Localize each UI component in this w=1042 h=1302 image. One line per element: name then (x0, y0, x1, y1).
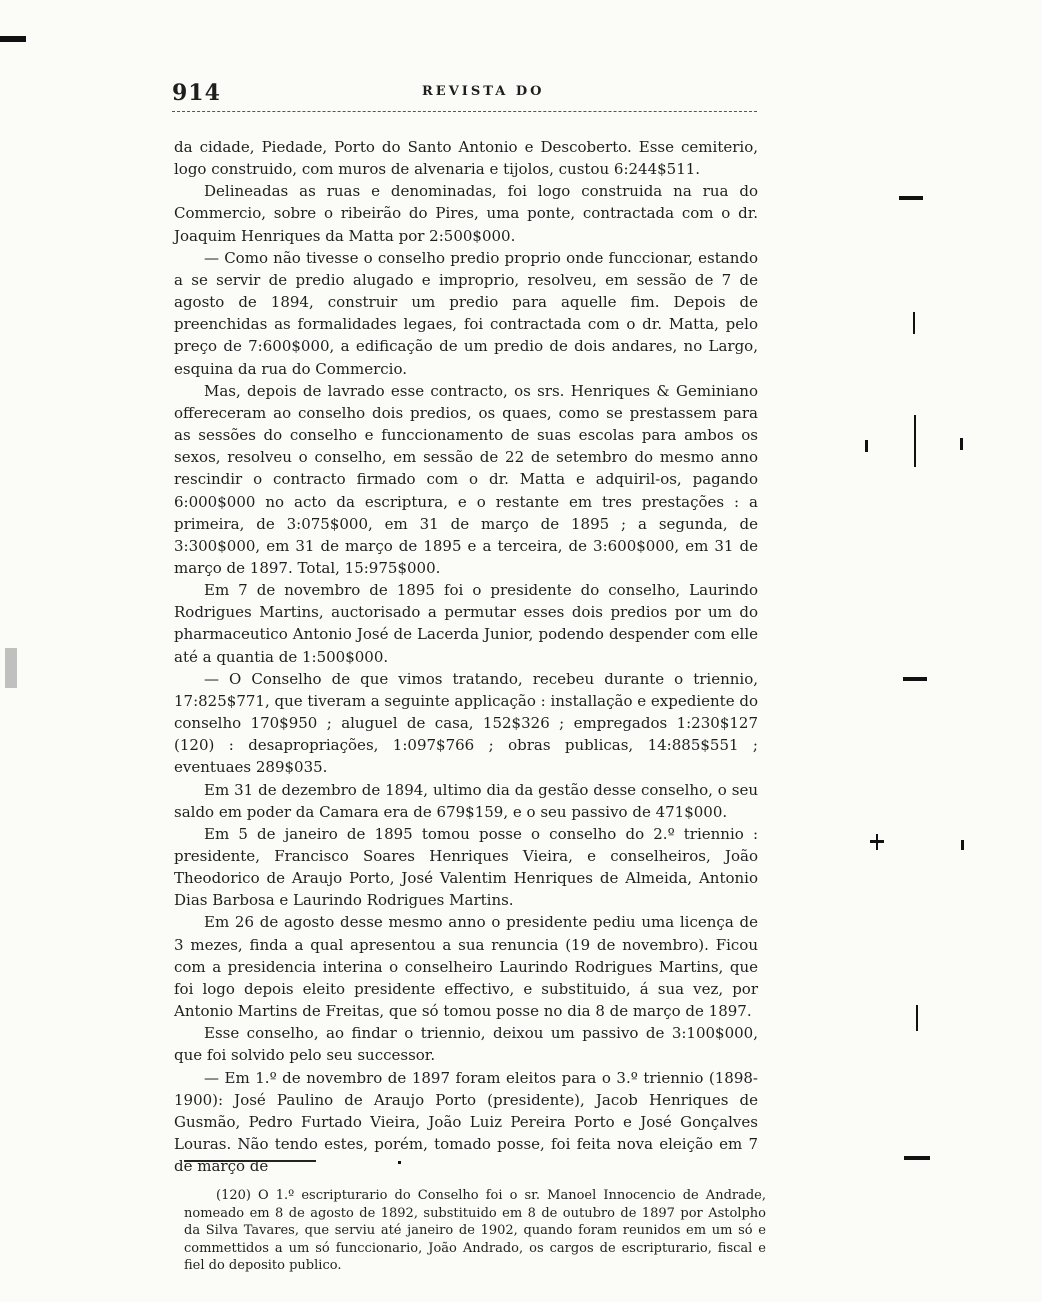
paragraph: Esse conselho, ao findar o triennio, deixou um passivo de 3:100$000, que foi solvido pelo seu successor. (174, 1024, 758, 1065)
footnote-rule (184, 1160, 316, 1162)
scan-artifact (916, 1005, 918, 1031)
paragraph: Em 7 de novembro de 1895 foi o presidente do conselho, Laurindo Rodrigues Martins, auctorisado a permutar esses dois predios por um do pharmaceutico Antonio José de Lacerda Junior, podendo despender com elle até a quantia de 1:500$000. (174, 581, 758, 666)
body-text (174, 136, 758, 1177)
paragraph: — O Conselho de que vimos tratando, recebeu durante o triennio, 17:825$771, que tiveram a seguinte applicação : installação e expediente do conselho 170$950 ; aluguel de casa, 152$326 ; empregados 1:230$127 (120) : desapropriações, 1:097$766 ; obras publicas, 14:885$551 ; eventuaes 289$035. (174, 669, 758, 777)
paragraph: da cidade, Piedade, Porto do Santo Antonio e Descoberto. Esse cemiterio, logo construido, com muros de alvenaria e tijolos, custou 6:244$511. (174, 138, 758, 179)
scan-artifact (903, 677, 927, 681)
paragraph: Delineadas as ruas e denominadas, foi logo construida na rua do Commercio, sobre o ribeirão do Pires, uma ponte, contractada com o dr. Joaquim Henriques da Matta por 2:500$000. (174, 182, 758, 245)
scan-artifact (398, 1161, 401, 1164)
paragraph: — Em 1.º de novembro de 1897 foram eleitos para o 3.º triennio (1898-1900): José Paulino de Araujo Porto (presidente), Jacob Henriques de Gusmão, Pedro Furtado Vieira, João Luiz Pereira Porto e José Gonçalves Louras. Não tendo estes, porém, tomado posse, foi feita nova eleição em 7 de março de (174, 1068, 758, 1176)
scan-artifact (876, 834, 878, 850)
running-title: REVISTA DO (422, 84, 545, 99)
scan-artifact (913, 312, 915, 334)
footnote: (120) O 1.º escripturario do Conselho foi o sr. Manoel Innocencio de Andrade, nomeado em 8 de agosto de 1892, substituido em 8 de outubro de 1897 por Astolpho da Silva Tavares, que serviu até janeiro de 1902, quando foram reunidos em um só e commettidos a um só funccionario, João Andrado, os cargos de escripturario, fiscal e fiel do deposito publico. (184, 1188, 766, 1273)
paragraph: Em 5 de janeiro de 1895 tomou posse o conselho do 2.º triennio : presidente, Francisco Soares Henriques Vieira, e conselheiros, João Theodorico de Araujo Porto, José Valentim Henriques de Almeida, Antonio Dias Barbosa e Laurindo Rodrigues Martins. (174, 824, 758, 910)
scan-artifact (899, 196, 923, 200)
header-rule (172, 111, 757, 112)
paragraph: Em 31 de dezembro de 1894, ultimo dia da gestão desse conselho, o seu saldo em poder da Camara era de 679$159, e o seu passivo de 471$000. (174, 780, 758, 821)
scan-artifact (914, 415, 916, 467)
page-number: 914 (172, 80, 221, 106)
paragraph: Em 26 de agosto desse mesmo anno o presidente pediu uma licença de 3 mezes, finda a qual apresentou a sua renuncia (19 de novembro). Ficou com a presidencia interina o conselheiro Laurindo Rodrigues Martins, que foi logo depois eleito presidente effectivo, e substituido, á sua vez, por Antonio Martins de Freitas, que só tomou posse no dia 8 de março de 1897. (174, 913, 758, 1021)
page-header (172, 80, 757, 110)
scan-artifact (961, 840, 964, 850)
scan-artifact (904, 1156, 930, 1160)
paragraph: — Como não tivesse o conselho predio proprio onde funccionar, estando a se servir de predio alugado e improprio, resolveu, em sessão de 7 de agosto de 1894, construir um predio para aquelle fim. Depois de preenchidas as formalidades legaes, foi contractada com o dr. Matta, pelo preço de 7:600$000, a edificação de um predio de dois andares, no Largo, esquina da rua do Commercio. (174, 248, 758, 378)
scan-artifact (865, 440, 868, 452)
scan-artifact (5, 648, 17, 688)
scan-artifact (960, 438, 963, 450)
scan-artifact (0, 36, 26, 42)
paragraph: Mas, depois de lavrado esse contracto, os srs. Henriques & Geminiano offereceram ao conselho dois predios, os quaes, como se prestassem para as sessões do conselho e funccionamento de suas escolas para ambos os sexos, resolveu o conselho, em sessão de 22 de setembro do mesmo anno rescindir o contracto firmado com o dr. Matta e adquiril-os, pagando 6:000$000 no acto da escriptura, e o restante em tres prestações : a primeira, de 3:075$000, em 31 de março de 1895 ; a segunda, de 3:300$000, em 31 de março de 1895 e a terceira, de 3:600$000, em 31 de março de 1897. Total, 15:975$000. (174, 381, 758, 577)
